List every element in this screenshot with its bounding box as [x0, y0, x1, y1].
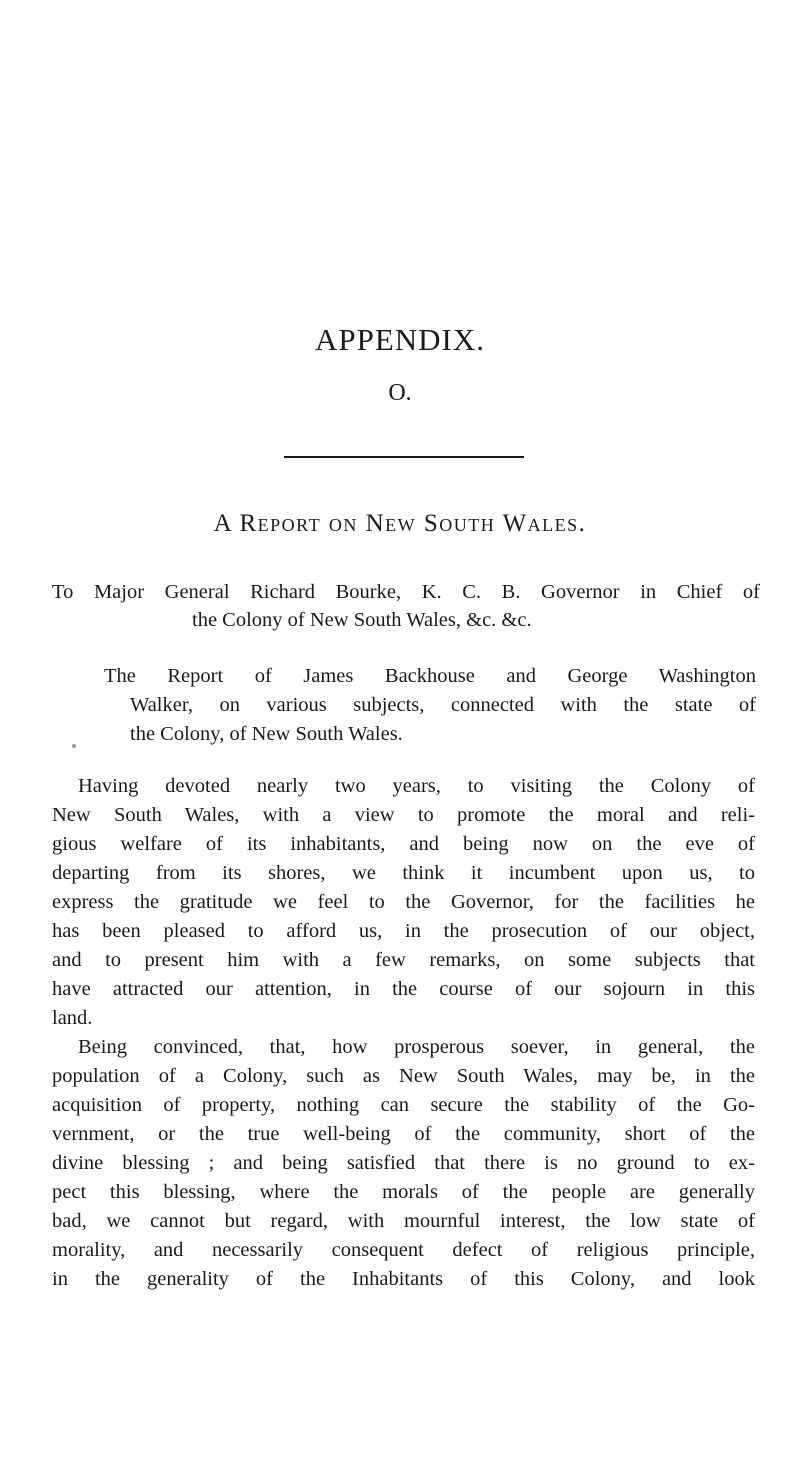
text-line: morality, and necessarily consequent defect of religious principle, — [52, 1239, 755, 1261]
text-line: Being convinced, that, how prosperous soever, in general, the — [78, 1036, 755, 1058]
appendix-title: APPENDIX. — [314, 322, 486, 357]
text-line: have attracted our attention, in the course of our sojourn in this — [52, 978, 755, 1000]
text-line: pect this blessing, where the morals of the people are generally — [52, 1181, 755, 1203]
address-line: the Colony of New South Wales, &c. &c. — [192, 609, 532, 631]
text-line: land. — [52, 1007, 93, 1029]
print-speck — [72, 744, 76, 748]
text-line: bad, we cannot but regard, with mournful interest, the low state of — [52, 1210, 755, 1232]
text-line: and to present him with a few remarks, on some subjects that — [52, 949, 755, 971]
address-line: To Major General Richard Bourke, K. C. B. Governor in Chief of — [52, 581, 760, 603]
text-line: departing from its shores, we think it incumbent upon us, to — [52, 862, 755, 884]
text-line: vernment, or the true well-being of the community, short of the — [52, 1123, 755, 1145]
horizontal-rule — [284, 456, 524, 458]
text-line: gious welfare of its inhabitants, and being now on the eve of — [52, 833, 755, 855]
text-line: New South Wales, with a view to promote the moral and reli- — [52, 804, 755, 826]
text-line: Having devoted nearly two years, to visiting the Colony of — [78, 775, 755, 797]
text-line: divine blessing ; and being satisfied that there is no ground to ex- — [52, 1152, 755, 1174]
subtitle-line: Walker, on various subjects, connected with the state of — [130, 694, 756, 716]
text-line: express the gratitude we feel to the Governor, for the facilities he — [52, 891, 755, 913]
report-subtitle — [104, 662, 756, 749]
text-line: population of a Colony, such as New South Wales, may be, in the — [52, 1065, 755, 1087]
text-line: has been pleased to afford us, in the prosecution of our object, — [52, 920, 755, 942]
address-block — [52, 578, 760, 634]
body-paragraph-1 — [52, 772, 755, 1033]
appendix-letter: O. — [388, 380, 412, 406]
text-line: acquisition of property, nothing can secure the stability of the Go- — [52, 1094, 755, 1116]
text-line: in the generality of the Inhabitants of this Colony, and look — [52, 1268, 755, 1290]
report-title: A Report on New South Wales. — [213, 510, 587, 537]
subtitle-line: the Colony, of New South Wales. — [130, 723, 403, 745]
subtitle-line: The Report of James Backhouse and George Washington — [104, 665, 756, 687]
body-paragraph-2 — [52, 1033, 755, 1294]
